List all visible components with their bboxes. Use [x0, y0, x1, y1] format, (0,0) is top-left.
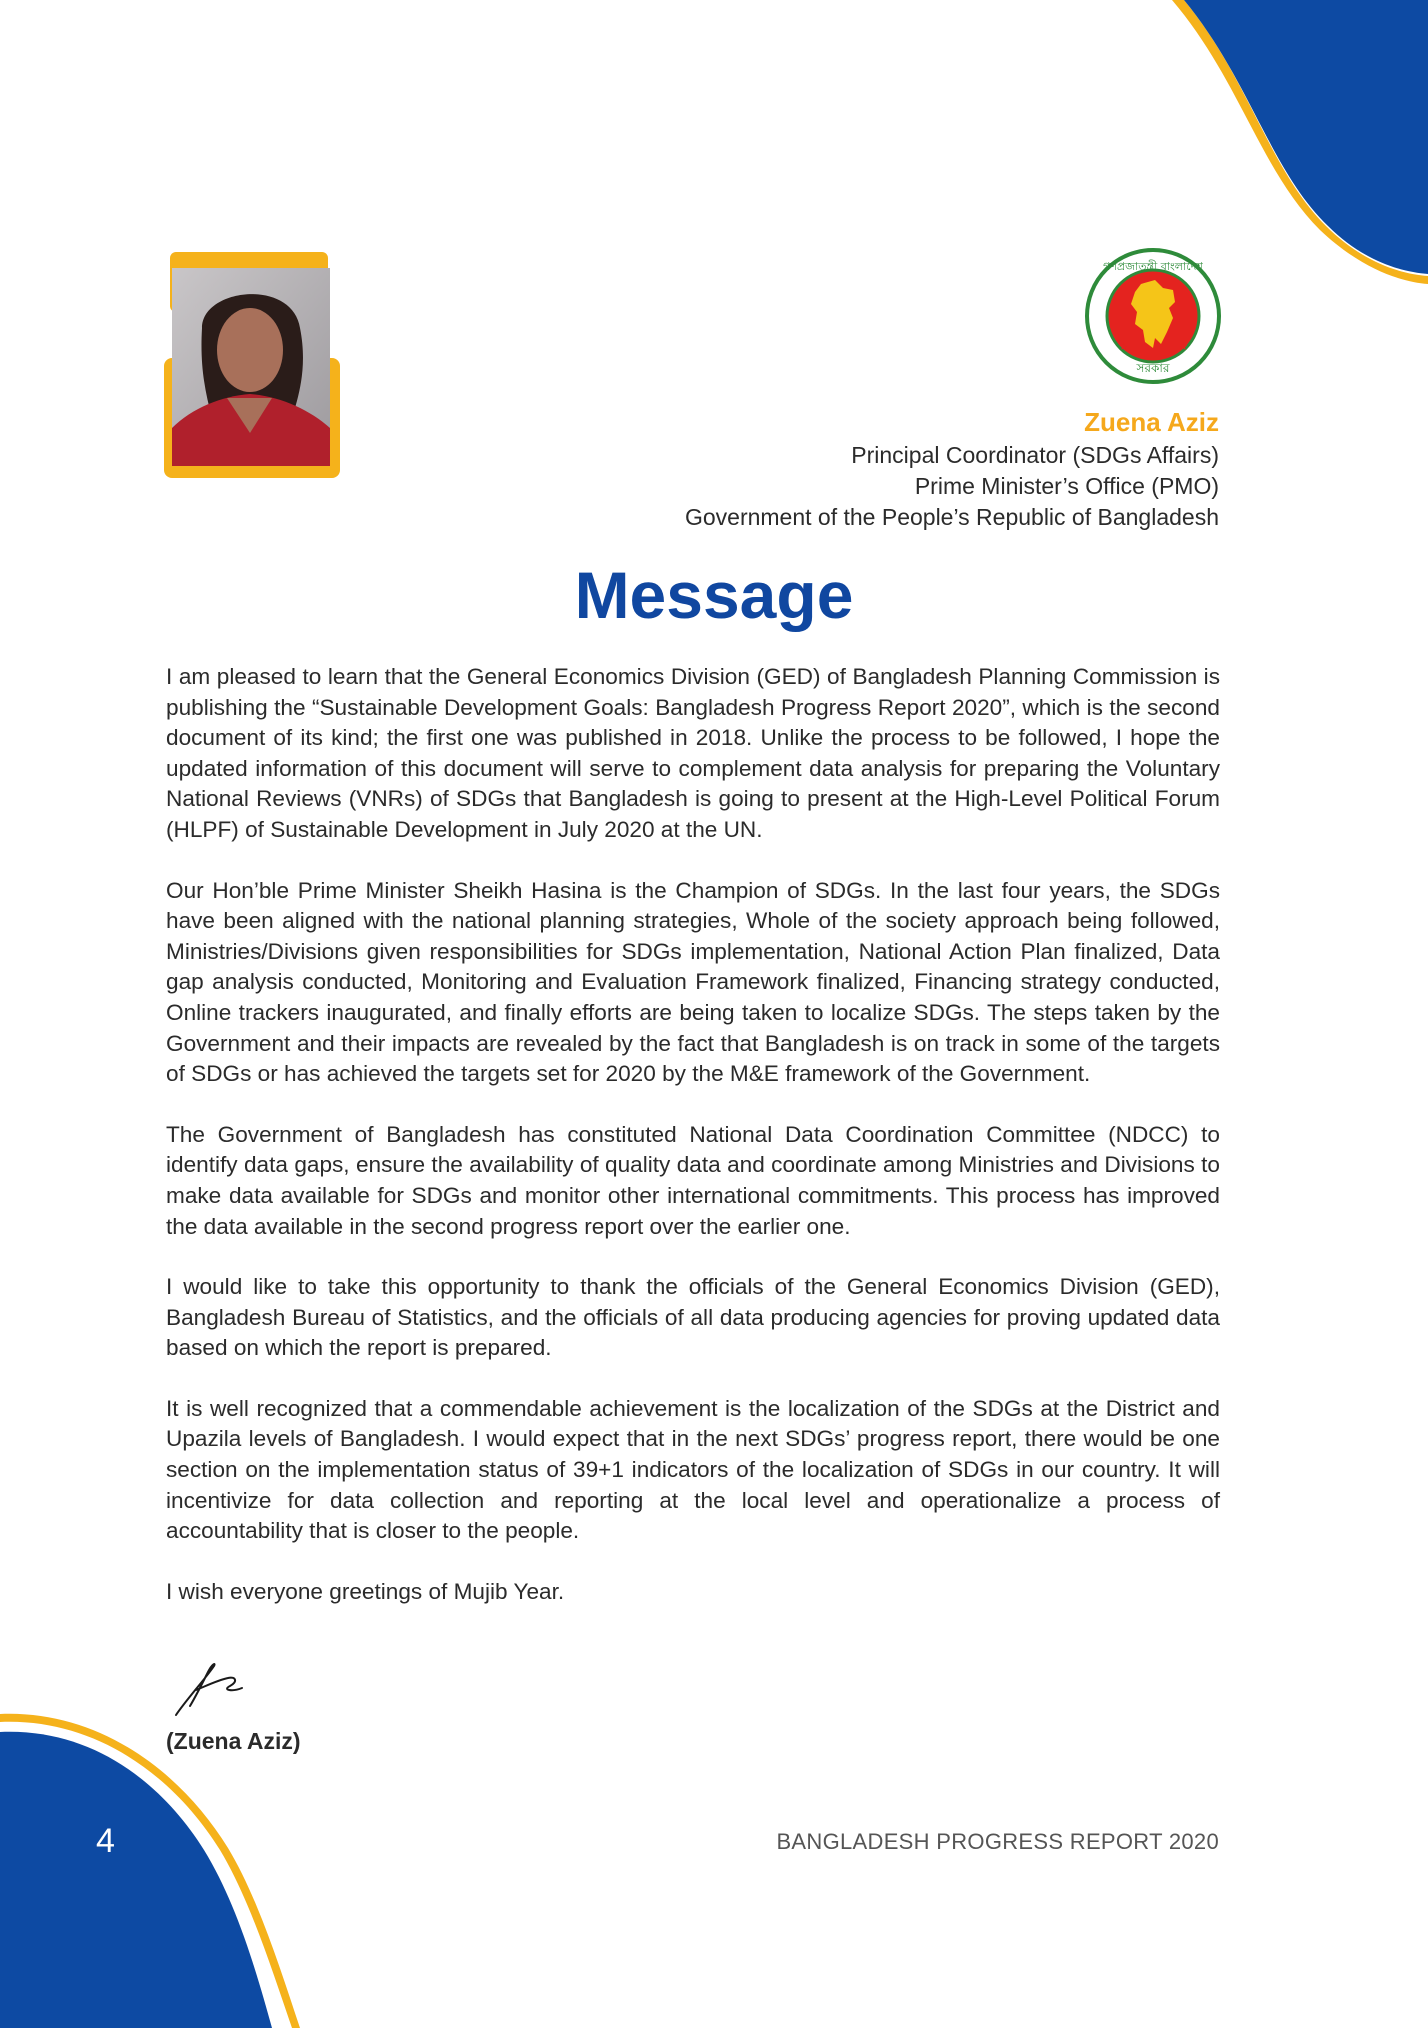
footer-report-title: BANGLADESH PROGRESS REPORT 2020: [776, 1829, 1219, 1854]
government-emblem: [1083, 246, 1223, 386]
author-block: [685, 404, 1219, 533]
author-government-line: Government of the People’s Republic of Bangladesh: [684, 504, 1219, 530]
paragraph: I am pleased to learn that the General Economics Division (GED) of Bangladesh Planning Commission is publishing the “Sustainable Development Goals: Bangladesh Progress Report 2020”, which is the second document of its kind; the first one was published in 2018. Unlike the process to be followed, I hope the updated information of this document will serve to complement data analysis for preparing the Voluntary National Reviews (VNRs) of SDGs that Bangladesh is going to present at the High-Level Political Forum (HLPF) of Sustainable Development in July 2020 at the UN.: [166, 664, 1220, 842]
portrait-photo: [172, 268, 330, 466]
closing-name: (Zuena Aziz): [166, 1728, 301, 1754]
paragraph: I would like to take this opportunity to thank the officials of the General Economics Division (GED), Bangladesh Bureau of Statistics, and the officials of all data producing agencies for proving updated data based on which the report is prepared.: [166, 1274, 1220, 1361]
paragraph: I wish everyone greetings of Mujib Year.: [166, 1578, 565, 1604]
svg-text:★: ★: [1119, 342, 1128, 353]
svg-text:সরকার: সরকার: [1136, 361, 1170, 375]
svg-text:★: ★: [1179, 342, 1188, 353]
message-body: [166, 662, 1220, 1637]
page-number: 4: [96, 1822, 115, 1860]
svg-text:গণপ্রজাতন্ত্রী বাংলাদেশ: গণপ্রজাতন্ত্রী বাংলাদেশ: [1103, 260, 1203, 273]
page-title: Message: [574, 558, 854, 632]
author-name: Zuena Aziz: [1084, 407, 1219, 437]
paragraph: Our Hon’ble Prime Minister Sheikh Hasina is the Champion of SDGs. In the last four years, the SDGs have been aligned with the national planning strategies, Whole of the society approach being followed, Ministries/Divisions given responsibilities for SDGs implementation, National Action Plan finalized, Data gap analysis conducted, Monitoring and Evaluation Framework finalized, Financing strategy conducted, Online trackers inaugurated, and finally efforts are being taken to localize SDGs. The steps taken by the Government and their impacts are revealed by the fact that Bangladesh is on track in some of the targets of SDGs or has achieved the targets set for 2020 by the M&E framework of the Government.: [166, 877, 1220, 1087]
author-title-line: Principal Coordinator (SDGs Affairs): [851, 442, 1219, 468]
author-office-line: Prime Minister’s Office (PMO): [914, 473, 1219, 499]
paragraph: The Government of Bangladesh has constituted National Data Coordination Committee (NDCC) to identify data gaps, ensure the availability of quality data and coordinate among Ministries and Divisions to make data available for SDGs and monitor other international commitments. This process has improved the data available in the second progress report over the earlier one.: [166, 1121, 1220, 1239]
handwritten-signature: [166, 1660, 246, 1720]
paragraph: It is well recognized that a commendable achievement is the localization of the SDGs at the District and Upazila levels of Bangladesh. I would expect that in the next SDGs’ progress report, there would be one section on the implementation status of 39+1 indicators of the localization of SDGs in our country. It will incentivize for data collection and reporting at the local level and operationalize a process of accountability that is closer to the people.: [166, 1395, 1220, 1544]
